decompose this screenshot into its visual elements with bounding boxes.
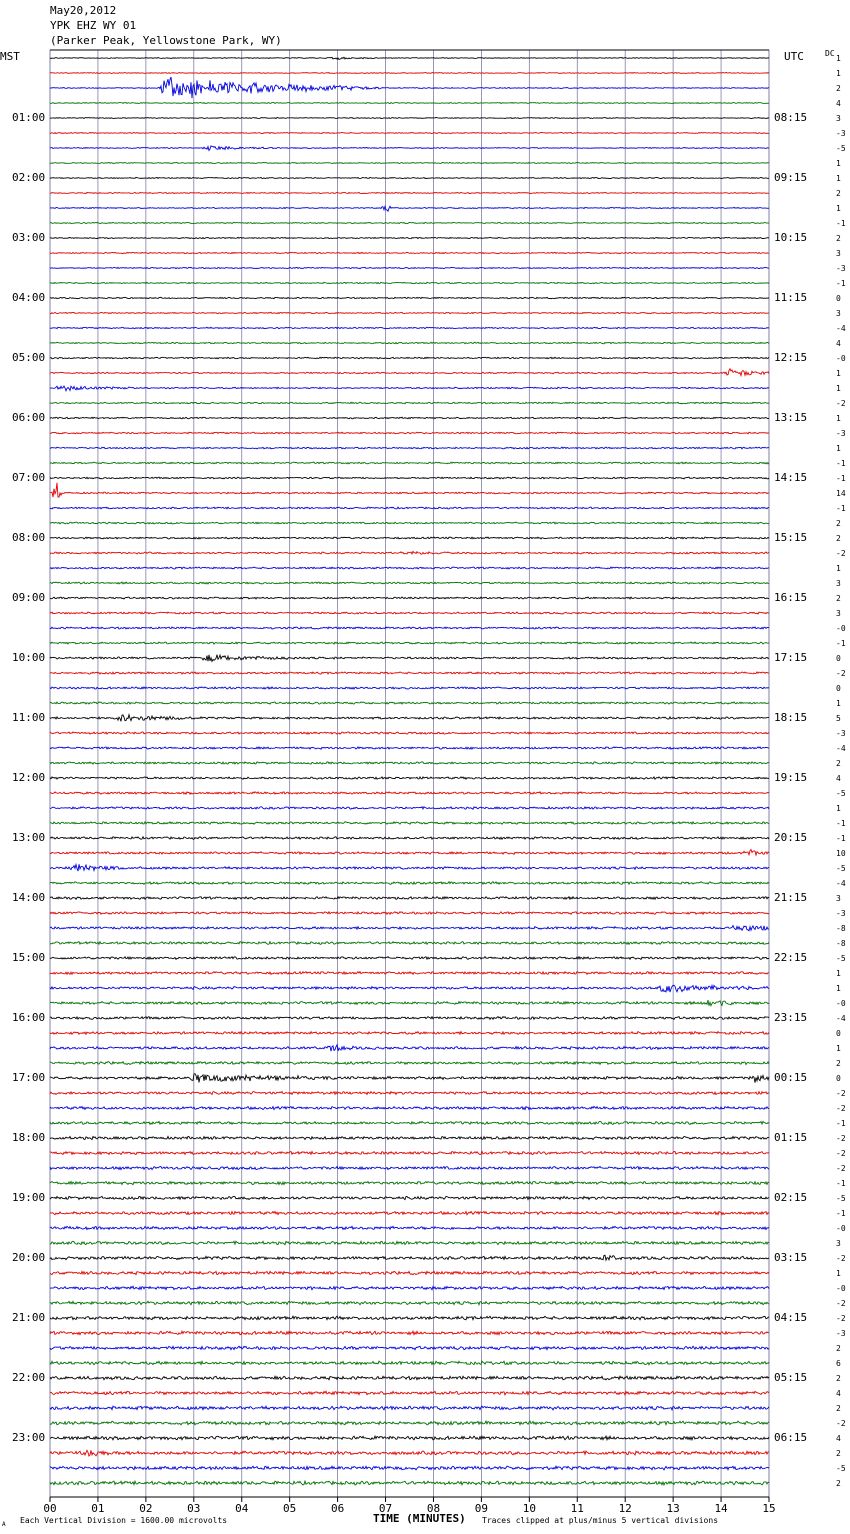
right-hour-label: 12:15 xyxy=(774,351,808,364)
left-hour-label: 12:00 xyxy=(12,771,46,784)
trace-row xyxy=(50,507,769,509)
dc-offset-label: 1 xyxy=(836,969,841,978)
dc-offset-label: -5 xyxy=(836,864,846,873)
trace-row xyxy=(50,252,769,253)
trace-row xyxy=(50,369,769,376)
trace-row xyxy=(50,297,769,298)
trace-row xyxy=(50,192,769,193)
corner-mark: A xyxy=(2,1521,6,1528)
dc-offset-label: 2 xyxy=(836,1059,841,1068)
dc-offset-label: -5 xyxy=(836,1194,846,1203)
trace-row xyxy=(50,162,769,163)
dc-offset-label: -3 xyxy=(836,129,846,138)
dc-offset-label: 6 xyxy=(836,1359,841,1368)
trace-row xyxy=(50,762,769,764)
dc-offset-label: 3 xyxy=(836,309,841,318)
x-tick-label: 11 xyxy=(570,1502,584,1515)
dc-offset-label: 0 xyxy=(836,654,841,663)
trace-row xyxy=(50,1481,769,1485)
dc-offset-label: -2 xyxy=(836,399,846,408)
dc-offset-header: DC xyxy=(825,49,835,58)
left-hour-label: 03:00 xyxy=(12,231,46,244)
dc-offset-label: 3 xyxy=(836,609,841,618)
trace-row xyxy=(50,747,769,749)
trace-row xyxy=(50,57,769,59)
dc-offset-label: 5 xyxy=(836,714,841,723)
left-hour-label: 17:00 xyxy=(12,1071,46,1084)
dc-offset-label: 2 xyxy=(836,189,841,198)
left-hour-label: 07:00 xyxy=(12,471,46,484)
dc-offset-label: 1 xyxy=(836,444,841,453)
dc-offset-label: 0 xyxy=(836,294,841,303)
trace-row xyxy=(50,102,769,103)
dc-offset-label: 3 xyxy=(836,114,841,123)
trace-row xyxy=(50,1241,769,1244)
trace-row xyxy=(50,1074,769,1083)
dc-offset-label: -0 xyxy=(836,1224,846,1233)
trace-row xyxy=(50,655,769,662)
trace-row xyxy=(50,1106,769,1109)
dc-offset-label: -2 xyxy=(836,1314,846,1323)
left-hour-label: 15:00 xyxy=(12,951,46,964)
x-tick-label: 05 xyxy=(283,1502,297,1515)
x-tick-label: 06 xyxy=(330,1502,345,1515)
dc-offset-label: -5 xyxy=(836,144,846,153)
x-tick-label: 02 xyxy=(139,1502,153,1515)
dc-offset-label: -4 xyxy=(836,879,846,888)
clip-note: Traces clipped at plus/minus 5 vertical divisions xyxy=(482,1516,719,1525)
dc-offset-label: -4 xyxy=(836,324,846,333)
left-hour-label: 11:00 xyxy=(12,711,46,724)
trace-row xyxy=(50,1255,769,1260)
right-hour-label: 17:15 xyxy=(774,651,808,664)
dc-offset-label: -1 xyxy=(836,819,846,828)
trace-row xyxy=(50,822,769,824)
trace-row xyxy=(50,1151,769,1154)
right-hour-label: 20:15 xyxy=(774,831,808,844)
station-title: YPK EHZ WY 01 xyxy=(50,19,137,32)
dc-offset-label: 2 xyxy=(836,759,841,768)
x-tick-label: 01 xyxy=(91,1502,105,1515)
dc-offset-label: -3 xyxy=(836,264,846,273)
dc-offset-label: -3 xyxy=(836,1329,846,1338)
trace-row xyxy=(50,477,769,479)
dc-offset-label: -5 xyxy=(836,789,846,798)
trace-row xyxy=(50,1450,769,1456)
left-hour-label: 23:00 xyxy=(12,1431,46,1444)
dc-offset-label: 1 xyxy=(836,54,841,63)
left-hour-label: 19:00 xyxy=(12,1191,46,1204)
trace-row xyxy=(50,118,769,119)
dc-offset-label: 3 xyxy=(836,579,841,588)
trace-row xyxy=(50,597,769,599)
trace-row xyxy=(50,1301,769,1304)
left-hour-label: 10:00 xyxy=(12,651,46,664)
left-hour-label: 21:00 xyxy=(12,1311,46,1324)
x-tick-label: 07 xyxy=(378,1502,393,1515)
trace-row xyxy=(50,1017,769,1020)
x-tick-label: 13 xyxy=(666,1502,680,1515)
dc-offset-label: -5 xyxy=(836,1464,846,1473)
trace-row xyxy=(50,1092,769,1095)
right-hour-label: 02:15 xyxy=(774,1191,808,1204)
dc-offset-label: 4 xyxy=(836,1389,841,1398)
dc-offset-label: 3 xyxy=(836,249,841,258)
left-hour-label: 06:00 xyxy=(12,411,46,424)
dc-offset-label: 0 xyxy=(836,1074,841,1083)
scale-note: Each Vertical Division = 1600.00 microvolts xyxy=(20,1516,228,1525)
dc-offset-label: 1 xyxy=(836,1269,841,1278)
trace-row xyxy=(50,807,769,810)
dc-offset-label: -4 xyxy=(836,744,846,753)
dc-offset-label: 4 xyxy=(836,1434,841,1443)
dc-offset-label: -3 xyxy=(836,909,846,918)
left-hour-label: 22:00 xyxy=(12,1371,46,1384)
dc-offset-label: 10 xyxy=(836,849,846,858)
trace-row xyxy=(50,73,769,74)
x-tick-label: 09 xyxy=(474,1502,489,1515)
dc-offset-label: 2 xyxy=(836,1374,841,1383)
trace-row xyxy=(50,1181,769,1184)
trace-row xyxy=(50,402,769,404)
trace-row xyxy=(50,912,769,915)
trace-row xyxy=(50,1331,769,1334)
dc-offset-label: 0 xyxy=(836,1029,841,1038)
dc-offset-label: 2 xyxy=(836,1479,841,1488)
dc-offset-label: 4 xyxy=(836,99,841,108)
dc-offset-label: -2 xyxy=(836,1299,846,1308)
trace-row xyxy=(50,1376,769,1380)
right-hour-label: 21:15 xyxy=(774,891,808,904)
trace-row xyxy=(50,1316,769,1320)
x-tick-label: 12 xyxy=(618,1502,632,1515)
dc-offset-label: 2 xyxy=(836,534,841,543)
trace-row xyxy=(50,792,769,794)
trace-row xyxy=(50,1166,769,1169)
left-hour-label: 04:00 xyxy=(12,291,46,304)
trace-row xyxy=(50,642,769,644)
trace-row xyxy=(50,1045,769,1051)
right-hour-label: 00:15 xyxy=(774,1071,808,1084)
dc-offset-label: -0 xyxy=(836,354,846,363)
dc-offset-label: -2 xyxy=(836,549,846,558)
trace-row xyxy=(50,357,769,359)
trace-row xyxy=(50,1061,769,1064)
trace-row xyxy=(50,222,769,223)
dc-offset-label: -1 xyxy=(836,639,846,648)
dc-offset-label: -3 xyxy=(836,729,846,738)
trace-row xyxy=(50,702,769,704)
right-hour-label: 06:15 xyxy=(774,1431,808,1444)
trace-row xyxy=(50,462,769,464)
trace-row xyxy=(50,837,769,840)
dc-offset-label: 1 xyxy=(836,174,841,183)
trace-row xyxy=(50,985,769,992)
dc-offset-label: -1 xyxy=(836,834,846,843)
trace-row xyxy=(50,850,769,856)
dc-offset-label: 1 xyxy=(836,159,841,168)
left-hour-label: 02:00 xyxy=(12,171,46,184)
x-tick-label: 15 xyxy=(762,1502,776,1515)
right-hour-label: 18:15 xyxy=(774,711,808,724)
dc-offset-label: -2 xyxy=(836,669,846,678)
dc-offset-label: 2 xyxy=(836,1344,841,1353)
dc-offset-label: -1 xyxy=(836,1119,846,1128)
left-hour-label: 13:00 xyxy=(12,831,46,844)
dc-offset-label: 2 xyxy=(836,84,841,93)
trace-row xyxy=(50,687,769,689)
trace-row xyxy=(50,177,769,178)
x-tick-label: 14 xyxy=(714,1502,728,1515)
trace-row xyxy=(50,417,769,419)
dc-offset-label: 2 xyxy=(836,234,841,243)
trace-row xyxy=(50,972,769,975)
dc-offset-label: -0 xyxy=(836,624,846,633)
right-hour-label: 01:15 xyxy=(774,1131,808,1144)
trace-row xyxy=(50,715,769,722)
dc-offset-label: 1 xyxy=(836,564,841,573)
dc-offset-label: -0 xyxy=(836,1284,846,1293)
trace-row xyxy=(50,957,769,960)
dc-offset-label: 4 xyxy=(836,339,841,348)
left-timezone-label: MST xyxy=(0,50,20,63)
trace-row xyxy=(50,612,769,614)
trace-row xyxy=(50,1286,769,1290)
dc-offset-label: -4 xyxy=(836,1014,846,1023)
dc-offset-label: -1 xyxy=(836,1209,846,1218)
trace-row xyxy=(50,132,769,133)
right-hour-label: 15:15 xyxy=(774,531,808,544)
trace-row xyxy=(50,77,769,98)
trace-row xyxy=(50,1271,769,1274)
trace-row xyxy=(50,1196,769,1199)
trace-row xyxy=(50,267,769,268)
x-axis-label: TIME (MINUTES) xyxy=(373,1512,466,1525)
dc-offset-label: 14 xyxy=(836,489,846,498)
left-hour-label: 18:00 xyxy=(12,1131,46,1144)
right-hour-label: 05:15 xyxy=(774,1371,808,1384)
trace-row xyxy=(50,1361,769,1365)
dc-offset-label: -8 xyxy=(836,924,846,933)
right-hour-label: 14:15 xyxy=(774,471,808,484)
trace-row xyxy=(50,627,769,629)
trace-row xyxy=(50,282,769,283)
dc-offset-label: 1 xyxy=(836,384,841,393)
trace-row xyxy=(50,1226,769,1229)
trace-row xyxy=(50,483,769,497)
trace-row xyxy=(50,312,769,313)
dc-offset-label: 1 xyxy=(836,204,841,213)
trace-row xyxy=(50,386,769,391)
right-timezone-label: UTC xyxy=(784,50,804,63)
right-hour-label: 22:15 xyxy=(774,951,808,964)
dc-offset-label: -1 xyxy=(836,219,846,228)
trace-row xyxy=(50,777,769,779)
trace-row xyxy=(50,1000,769,1006)
dc-offset-label: 3 xyxy=(836,1239,841,1248)
left-hour-label: 09:00 xyxy=(12,591,46,604)
dc-offset-label: -2 xyxy=(836,1254,846,1263)
right-hour-label: 08:15 xyxy=(774,111,808,124)
dc-offset-label: -3 xyxy=(836,429,846,438)
trace-row xyxy=(50,1391,769,1395)
dc-offset-label: 2 xyxy=(836,594,841,603)
trace-row xyxy=(50,567,769,569)
trace-row xyxy=(50,432,769,434)
date-title: May20,2012 xyxy=(50,4,117,17)
trace-row xyxy=(50,237,769,238)
dc-offset-label: -2 xyxy=(836,1104,846,1113)
dc-offset-label: 1 xyxy=(836,69,841,78)
dc-offset-label: 2 xyxy=(836,519,841,528)
left-hour-label: 05:00 xyxy=(12,351,46,364)
right-hour-label: 09:15 xyxy=(774,171,808,184)
trace-row xyxy=(50,1032,769,1035)
right-hour-label: 11:15 xyxy=(774,291,808,304)
left-hour-label: 16:00 xyxy=(12,1011,46,1024)
trace-row xyxy=(50,1121,769,1124)
dc-offset-label: 1 xyxy=(836,369,841,378)
dc-offset-label: -1 xyxy=(836,1179,846,1188)
dc-offset-label: -1 xyxy=(836,279,846,288)
trace-row xyxy=(50,1436,769,1440)
trace-row xyxy=(50,882,769,885)
dc-offset-label: -1 xyxy=(836,504,846,513)
dc-offset-label: -5 xyxy=(836,954,846,963)
right-hour-label: 16:15 xyxy=(774,591,808,604)
left-hour-label: 20:00 xyxy=(12,1251,46,1264)
trace-row xyxy=(50,582,769,584)
minute-grid xyxy=(50,50,769,1497)
dc-offset-label: 4 xyxy=(836,774,841,783)
trace-row xyxy=(50,447,769,449)
left-hour-label: 14:00 xyxy=(12,891,46,904)
trace-row xyxy=(50,206,769,211)
trace-row xyxy=(50,1406,769,1410)
x-tick-label: 03 xyxy=(187,1502,201,1515)
dc-offset-label: 2 xyxy=(836,1404,841,1413)
dc-offset-label: -2 xyxy=(836,1089,846,1098)
dc-offset-label: 0 xyxy=(836,684,841,693)
dc-offset-label: 1 xyxy=(836,414,841,423)
trace-row xyxy=(50,522,769,524)
dc-offset-label: -8 xyxy=(836,939,846,948)
trace-row xyxy=(50,342,769,344)
right-hour-label: 13:15 xyxy=(774,411,808,424)
trace-row xyxy=(50,942,769,945)
dc-offset-label: 1 xyxy=(836,804,841,813)
dc-offset-label: -0 xyxy=(836,999,846,1008)
dc-offset-label: -2 xyxy=(836,1134,846,1143)
trace-row xyxy=(50,1346,769,1349)
trace-row xyxy=(50,864,769,871)
right-hour-label: 19:15 xyxy=(774,771,808,784)
trace-row xyxy=(50,551,769,554)
trace-group xyxy=(50,57,769,1485)
right-hour-label: 23:15 xyxy=(774,1011,808,1024)
x-tick-label: 04 xyxy=(235,1502,249,1515)
dc-offset-label: 2 xyxy=(836,1449,841,1458)
trace-row xyxy=(50,897,769,900)
trace-row xyxy=(50,537,769,539)
x-tick-label: 10 xyxy=(522,1502,536,1515)
trace-row xyxy=(50,1136,769,1139)
dc-offset-label: 1 xyxy=(836,1044,841,1053)
left-hour-label: 01:00 xyxy=(12,111,46,124)
trace-row xyxy=(50,327,769,328)
trace-row xyxy=(50,146,769,151)
right-hour-label: 10:15 xyxy=(774,231,808,244)
dc-offset-label: 1 xyxy=(836,984,841,993)
right-hour-label: 03:15 xyxy=(774,1251,808,1264)
trace-row xyxy=(50,1211,769,1214)
dc-offset-label: -1 xyxy=(836,474,846,483)
trace-row xyxy=(50,926,769,931)
dc-offset-label: -2 xyxy=(836,1164,846,1173)
x-tick-label: 08 xyxy=(426,1502,441,1515)
x-tick-label: 00 xyxy=(43,1502,57,1515)
trace-row xyxy=(50,1421,769,1425)
trace-row xyxy=(50,732,769,734)
dc-offset-label: -1 xyxy=(836,459,846,468)
dc-offset-label: 1 xyxy=(836,699,841,708)
left-hour-label: 08:00 xyxy=(12,531,46,544)
trace-row xyxy=(50,672,769,674)
dc-offset-label: 3 xyxy=(836,894,841,903)
location-title: (Parker Peak, Yellowstone Park, WY) xyxy=(50,34,282,47)
right-hour-label: 04:15 xyxy=(774,1311,808,1324)
dc-offset-label: -2 xyxy=(836,1419,846,1428)
trace-row xyxy=(50,1466,769,1470)
dc-offset-label: -2 xyxy=(836,1149,846,1158)
